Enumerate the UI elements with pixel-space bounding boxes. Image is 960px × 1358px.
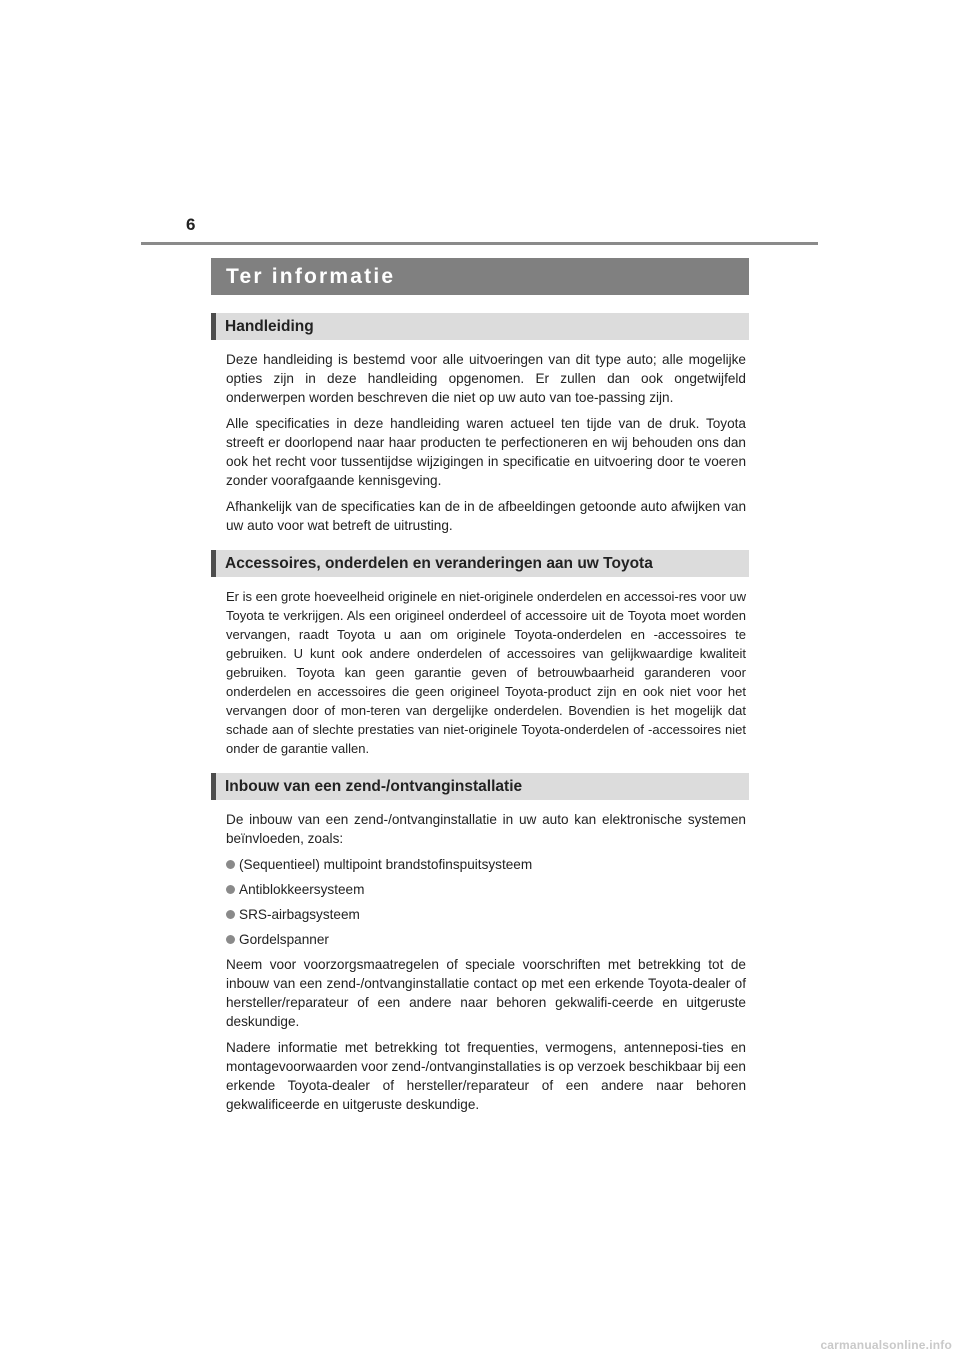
bullet-item	[226, 855, 746, 874]
section-inbouw-header	[211, 773, 749, 800]
section-title: Handleiding	[225, 317, 314, 335]
paragraph: Nadere informatie met betrekking tot frequenties, vermogens, antenneposi-ties en montagevoorwaarden voor zend-/ontvanginstallaties is op verzoek beschikbaar bij een erkende Toyota-dealer of hersteller/reparateur of een andere naar behoren gekwalificeerde en uitgeruste deskundige.	[226, 1040, 746, 1112]
content	[211, 313, 749, 1121]
footer-watermark: carmanualsonline.info	[820, 1338, 952, 1352]
bullet-text: Gordelspanner	[239, 932, 329, 947]
paragraph: Deze handleiding is bestemd voor alle uitvoeringen van dit type auto; alle mogelijke opties zijn in deze handleiding opgenomen. Er zullen dan ook ongetwijfeld onderwerpen worden beschreven die niet op uw auto van toe-passing zijn.	[226, 352, 746, 405]
page-number: 6	[186, 215, 196, 234]
bullet-text: Antiblokkeersysteem	[239, 882, 365, 897]
paragraph: Alle specificaties in deze handleiding waren actueel ten tijde van de druk. Toyota streeft er doorlopend naar haar producten te perfectioneren en wij behouden ons dan ook het recht voor tussentijdse wijzigingen in specificatie en uitvoering door te voeren zonder voorafgaande kennisgeving.	[226, 416, 746, 488]
bullet-item	[226, 880, 746, 899]
paragraph: Er is een grote hoeveelheid originele en niet-originele onderdelen en accessoi-res voor uw Toyota te verkrijgen. Als een origineel onderdeel of accessoire uit de Toyota moet worden vervangen, raadt Toyota u aan om originele Toyota-onderdelen en -accessoires te gebruiken. U kunt ook andere onderdelen of accessoires van gelijkwaardige kwaliteit gebruiken. Toyota kan geen garantie geven of betrouwbaarheid garanderen voor onderdelen en accessoires die geen origineel Toyota-product zijn en ook niet voor het vervangen door of mon-teren van dergelijke onderdelen. Bovendien is het mogelijk dat schade aan of slechte prestaties van niet-originele Toyota-onderdelen of -accessoires niet onder de garantie vallen.	[226, 589, 746, 756]
bullet-item	[226, 930, 746, 949]
bullet-text: (Sequentieel) multipoint brandstofinspuitsysteem	[239, 857, 533, 872]
section-title: Accessoires, onderdelen en veranderingen aan uw Toyota	[225, 554, 653, 572]
paragraph: Neem voor voorzorgsmaatregelen of speciale voorschriften met betrekking tot de inbouw van een zend-/ontvanginstallatie contact op met een erkende Toyota-dealer of hersteller/reparateur of een andere naar behoren gekwalifi-ceerde en uitgeruste deskundige.	[226, 957, 746, 1029]
bullet-item	[226, 905, 746, 924]
paragraph: De inbouw van een zend-/ontvanginstallatie in uw auto kan elektronische systemen beïnvloeden, zoals:	[226, 812, 746, 846]
section-title: Inbouw van een zend-/ontvanginstallatie	[225, 777, 523, 795]
header-rule	[141, 242, 818, 245]
bullet-icon	[226, 860, 235, 869]
section-handleiding-header	[211, 313, 749, 340]
bullet-icon	[226, 885, 235, 894]
page-title: Ter informatie	[226, 264, 396, 288]
bullet-text: SRS-airbagsysteem	[239, 907, 360, 922]
bullet-icon	[226, 910, 235, 919]
paragraph: Afhankelijk van de specificaties kan de in de afbeeldingen getoonde auto afwijken van uw auto voor wat betreft de uitrusting.	[226, 499, 746, 533]
section-accessoires-header	[211, 550, 749, 577]
bullet-icon	[226, 935, 235, 944]
page-title-bar	[211, 258, 749, 295]
